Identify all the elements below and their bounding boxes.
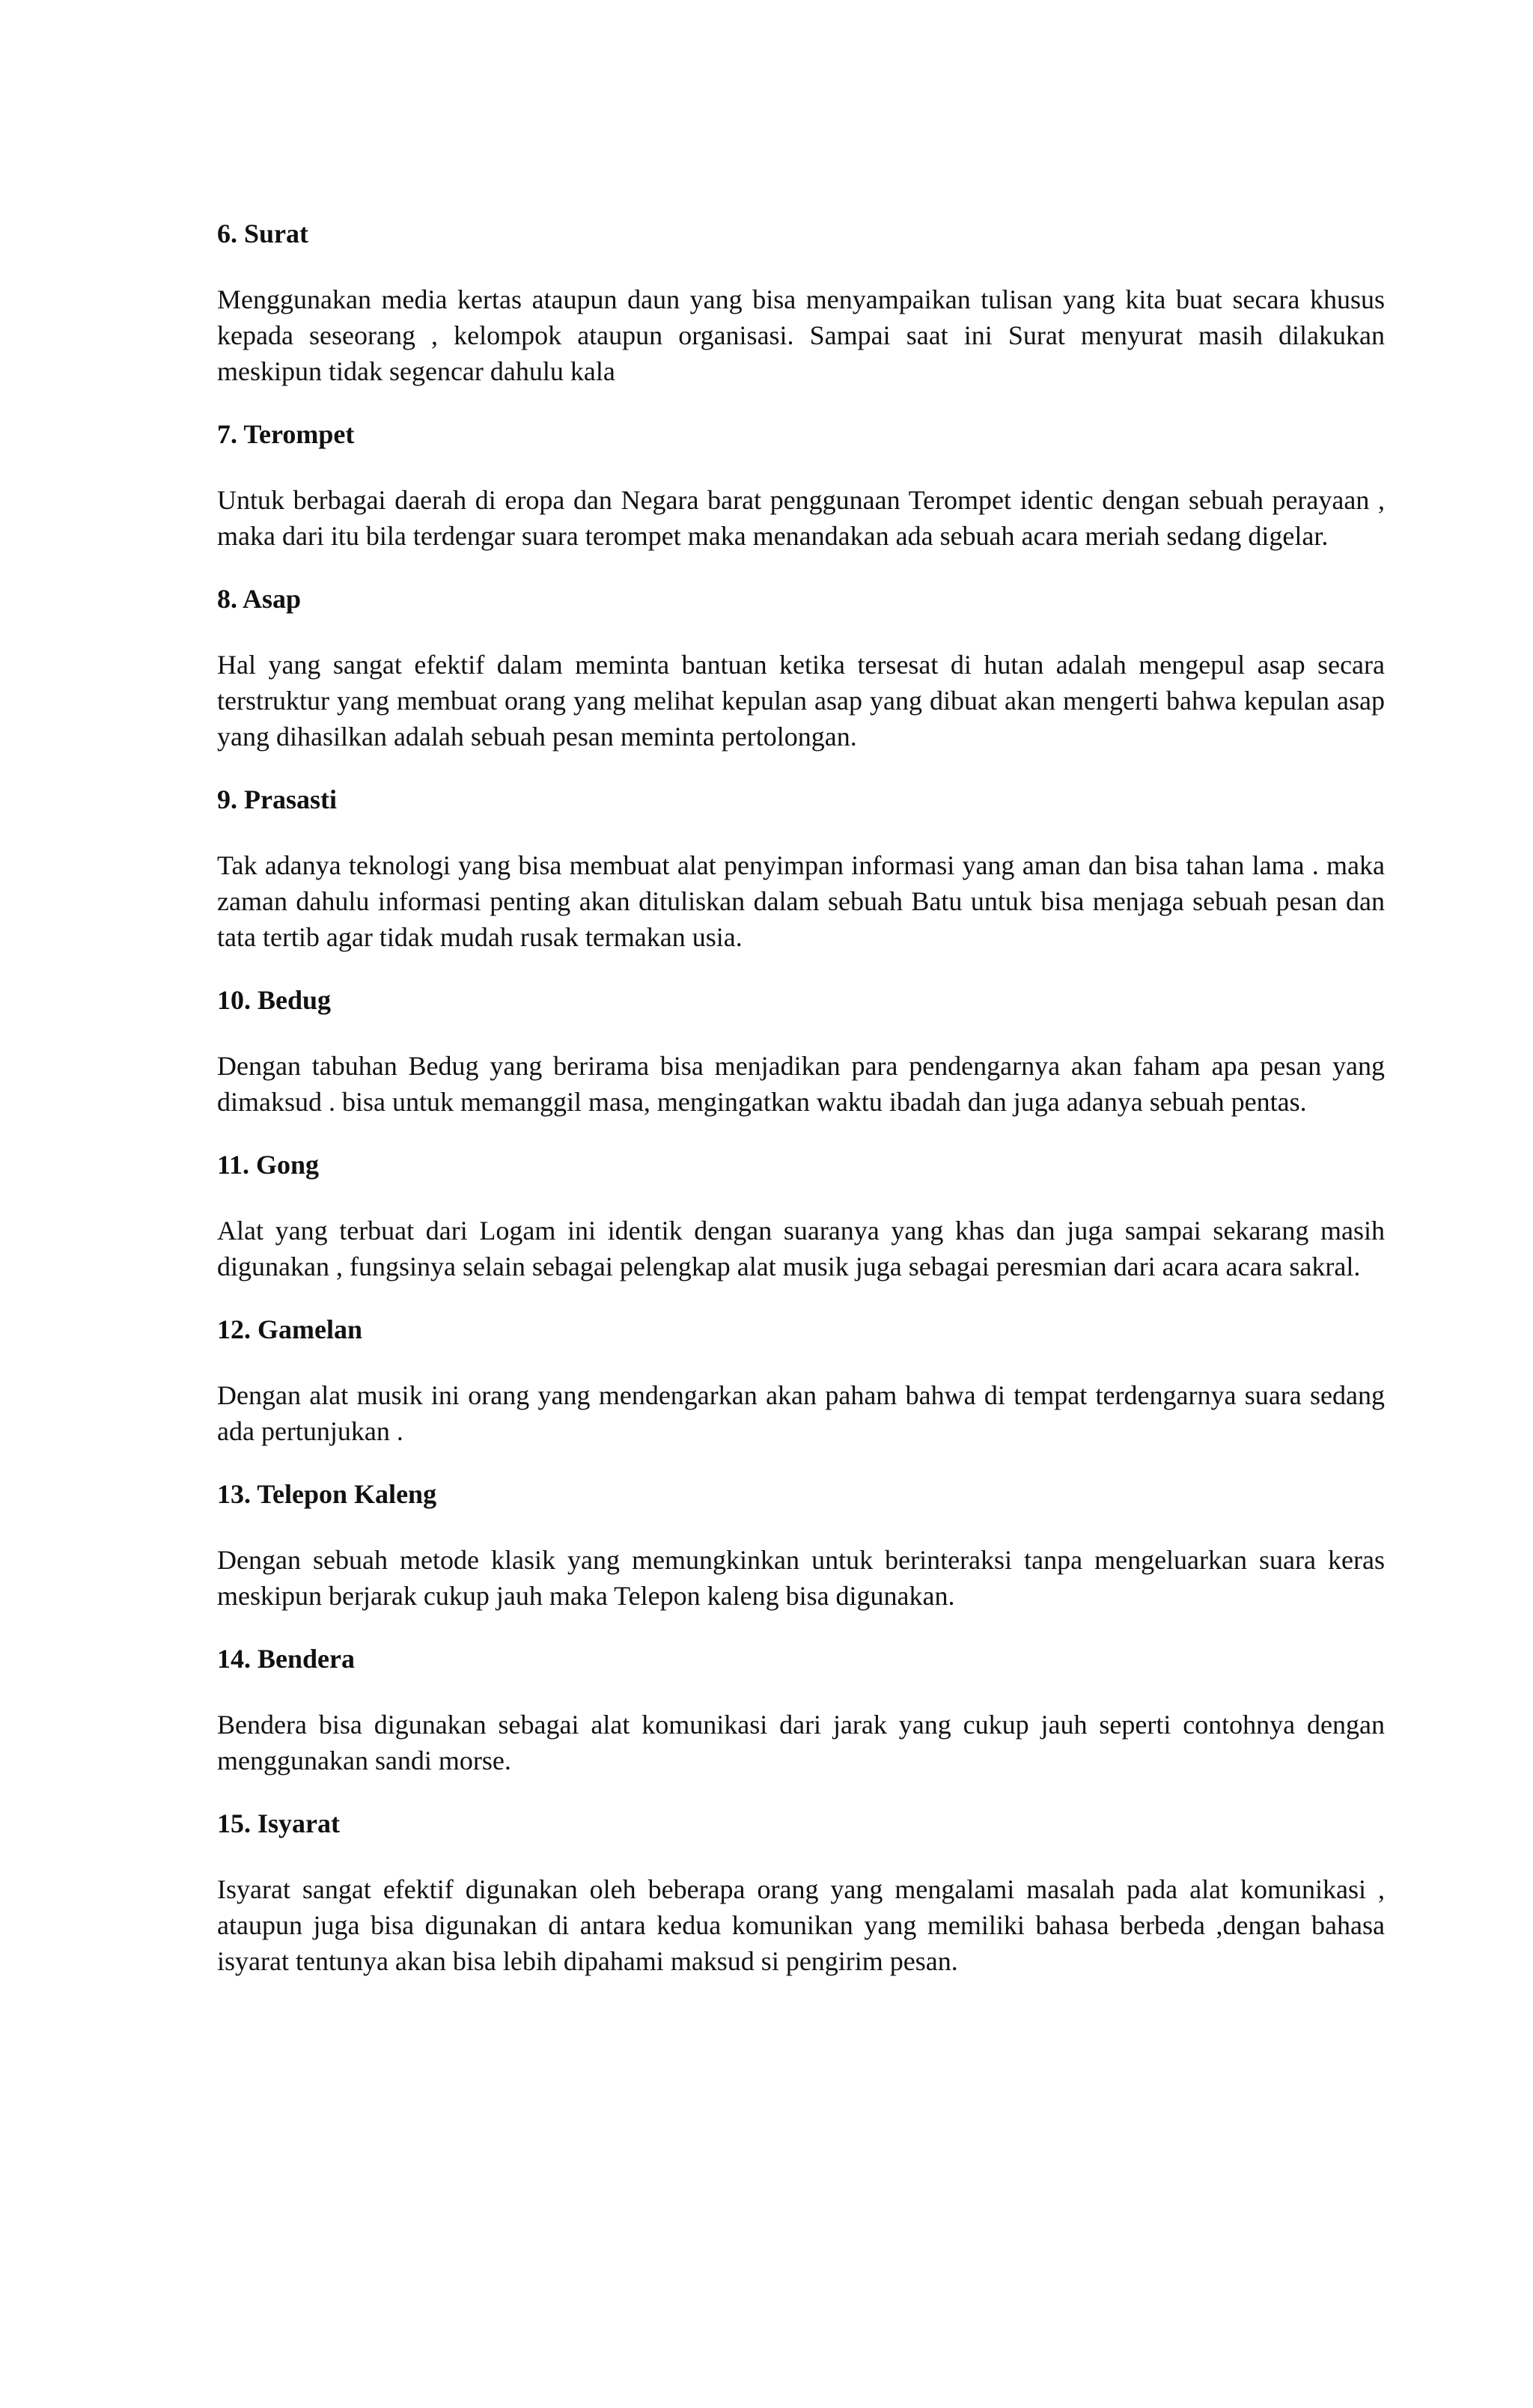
section-bendera xyxy=(217,1641,1385,1778)
section-body: Menggunakan media kertas ataupun daun yang bisa menyampaikan tulisan yang kita buat secara khusus kepada seseorang , kelompok ataupun organisasi. Sampai saat ini Surat menyurat masih dilakukan meskipun tidak segencar dahulu kala xyxy=(217,284,1385,386)
section-body: Dengan tabuhan Bedug yang berirama bisa menjadikan para pendengarnya akan faham apa pesan yang dimaksud . bisa untuk memanggil masa, mengingatkan waktu ibadah dan juga adanya sebuah pentas. xyxy=(217,1051,1385,1117)
section-body: Alat yang terbuat dari Logam ini identik dengan suaranya yang khas dan juga sampai sekarang masih digunakan , fungsinya selain sebagai pelengkap alat musik juga sebagai peresmian dari acara acara sakral. xyxy=(217,1216,1385,1281)
section-heading: 10. Bedug xyxy=(217,985,332,1015)
section-terompet xyxy=(217,416,1385,554)
section-heading: 7. Terompet xyxy=(217,419,355,449)
section-heading: 11. Gong xyxy=(217,1150,320,1180)
section-telepon-kaleng xyxy=(217,1476,1385,1614)
document-page xyxy=(217,216,1385,2006)
section-body: Untuk berbagai daerah di eropa dan Negara barat penggunaan Terompet identic dengan sebuah perayaan , maka dari itu bila terdengar suara terompet maka menandakan ada sebuah acara meriah sedang digelar. xyxy=(217,485,1385,551)
section-body: Bendera bisa digunakan sebagai alat komunikasi dari jarak yang cukup jauh seperti contohnya dengan menggunakan sandi morse. xyxy=(217,1710,1385,1775)
section-heading: 9. Prasasti xyxy=(217,784,337,814)
section-body: Dengan alat musik ini orang yang mendengarkan akan paham bahwa di tempat terdengarnya suara sedang ada pertunjukan . xyxy=(217,1380,1385,1446)
section-heading: 14. Bendera xyxy=(217,1644,355,1674)
section-body: Hal yang sangat efektif dalam meminta bantuan ketika tersesat di hutan adalah mengepul asap secara terstruktur yang membuat orang yang melihat kepulan asap yang dibuat akan mengerti bahwa kepulan asap yang dihasilkan adalah sebuah pesan meminta pertolongan. xyxy=(217,650,1385,752)
section-gong xyxy=(217,1147,1385,1284)
section-heading: 13. Telepon Kaleng xyxy=(217,1479,437,1509)
section-heading: 15. Isyarat xyxy=(217,1808,340,1838)
section-bedug xyxy=(217,982,1385,1120)
section-body: Tak adanya teknologi yang bisa membuat alat penyimpan informasi yang aman dan bisa tahan lama . maka zaman dahulu informasi penting akan dituliskan dalam sebuah Batu untuk bisa menjaga sebuah pesan dan tata tertib agar tidak mudah rusak termakan usia. xyxy=(217,850,1385,952)
section-isyarat xyxy=(217,1805,1385,1979)
section-body: Isyarat sangat efektif digunakan oleh beberapa orang yang mengalami masalah pada alat komunikasi , ataupun juga bisa digunakan di antara kedua komunikan yang memiliki bahasa berbeda ,dengan bahasa isyarat tentunya akan bisa lebih dipahami maksud si pengirim pesan. xyxy=(217,1874,1385,1976)
section-gamelan xyxy=(217,1311,1385,1449)
section-surat xyxy=(217,216,1385,389)
section-heading: 8. Asap xyxy=(217,584,302,614)
section-heading: 6. Surat xyxy=(217,219,309,249)
section-prasasti xyxy=(217,781,1385,955)
section-heading: 12. Gamelan xyxy=(217,1314,362,1344)
section-body: Dengan sebuah metode klasik yang memungkinkan untuk berinteraksi tanpa mengeluarkan suara keras meskipun berjarak cukup jauh maka Telepon kaleng bisa digunakan. xyxy=(217,1545,1385,1611)
section-asap xyxy=(217,581,1385,755)
